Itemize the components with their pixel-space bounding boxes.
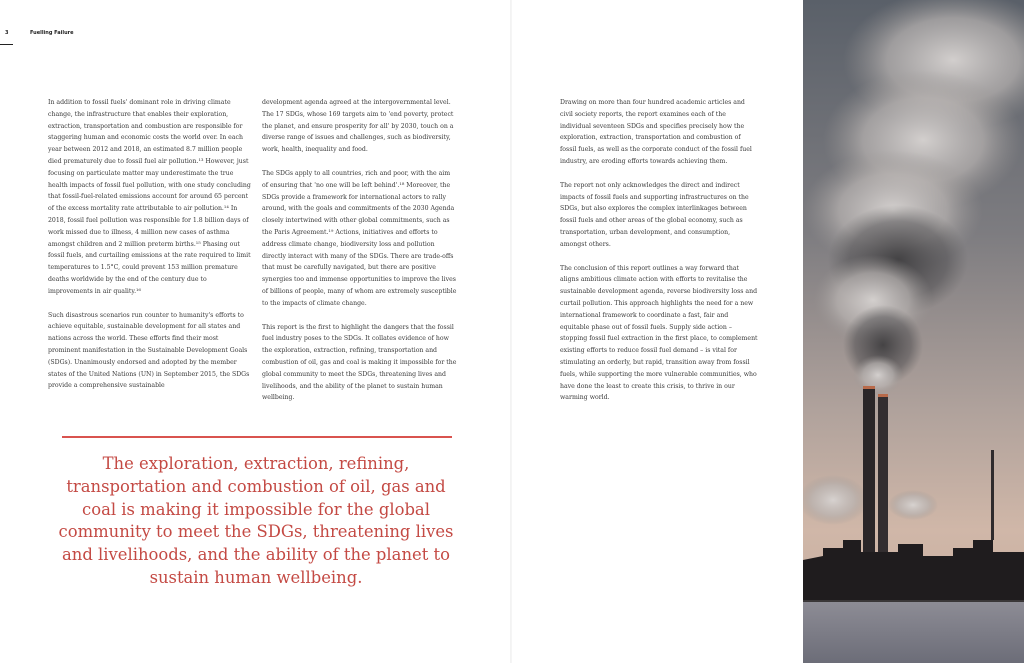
left-column-1: [48, 97, 252, 404]
running-title: Fuelling Failure: [30, 30, 74, 36]
paragraph: The SDGs apply to all countries, rich and poor, with the aim of ensuring that 'no one will be left behind'.¹⁸ Moreover, the SDGs provide a framework for international actors to rally around, with the goals and commitments of the 2030 Agenda closely intertwined with other global commitments, such as the Paris Agreement.¹⁹ Actions, initiatives and efforts to address climate change, biodiversity loss and pollution directly interact with many of the SDGs. There are trade-offs that must be carefully navigated, but there are positive synergies too and immense opportunities to improve the lives of billions of people, many of whom are extremely susceptible to the impacts of climate change.: [262, 169, 457, 307]
paragraph: The conclusion of this report outlines a way forward that aligns ambitious climate action with efforts to revitalise the sustainable development agenda, reverse biodiversity loss and curtail pollution. This approach highlights the need for a new international framework to coordinate a fast, fair and equitable phase out of fossil fuels. Supply side action – stopping fossil fuel extraction in the first place, to complement existing efforts to reduce fossil fuel demand – is vital for stimulating an orderly, but rapid, transition away from fossil fuels, while supporting the more vulnerable communities, who have done the least to create this crisis, to thrive in our warming world.: [560, 264, 758, 402]
paragraph: In addition to fossil fuels' dominant role in driving climate change, the infrastructure that enables their exploration, extraction, transportation and combustion are responsible for staggering human and economic costs the world over. In each year between 2012 and 2018, an estimated 8.7 million people died prematurely due to fossil fuel air pollution.¹³ However, just focusing on particulate matter may underestimate the true health impacts of fossil fuel pollution, with one study concluding that fossil-fuel-related emissions account for around 65 percent of the excess mortality rate attributable to air pollution.¹⁴ In 2018, fossil fuel pollution was responsible for 1.8 billion days of work missed due to illness, 4 million new cases of asthma amongst children and 2 million preterm births.¹⁵ Phasing out fossil fuels, and curtailing emissions at the rate required to limit temperatures to 1.5°C, could prevent 153 million premature deaths worldwide by the end of the century due to improvements in air quality.¹⁶: [48, 99, 251, 295]
right-column-1: [560, 97, 758, 416]
paragraph: Such disastrous scenarios run counter to humanity's efforts to achieve equitable, sustainable development for all states and nations across the world. These efforts find their most prominent manifestation in the Sustainable Development Goals (SDGs). Unanimously endorsed and adopted by the member states of the United Nations (UN) in September 2015, the SDGs provide a comprehensive sustainable: [48, 311, 250, 390]
smokestack-photo: [803, 0, 1024, 663]
pull-quote-rule: [62, 436, 452, 438]
smokestack-photo-icon: [803, 0, 1024, 663]
left-page-number: 3: [5, 30, 9, 36]
paragraph: This report is the first to highlight the dangers that the fossil fuel industry poses to the SDGs. It collates evidence of how the exploration, extraction, refining, transportation and combustion of oil, gas and coal is making it impossible for the global community to meet the SDGs, threatening lives and livelihoods, and the ability of the planet to sustain human wellbeing.: [262, 323, 457, 402]
pull-quote: The exploration, extraction, refining, transportation and combustion of oil, gas and coal is making it impossible for the global community to meet the SDGs, threatening lives and livelihoods, and the ability of the planet to sustain human wellbeing.: [58, 454, 454, 587]
paragraph: Drawing on more than four hundred academic articles and civil society reports, the report examines each of the individual seventeen SDGs and specifies precisely how the exploration, extraction, transportation and combustion of fossil fuels, as well as the corporate conduct of the fossil fuel industry, are eroding efforts towards achieving them.: [560, 99, 752, 165]
header-rule: [0, 44, 13, 45]
left-column-2: [262, 97, 458, 416]
paragraph: development agenda agreed at the intergovernmental level. The 17 SDGs, whose 169 targets aim to 'end poverty, protect the planet, and ensure prosperity for all' by 2030, touch on a diverse range of issues and challenges, such as biodiversity, work, health, inequality and food.: [262, 99, 454, 154]
paragraph: The report not only acknowledges the direct and indirect impacts of fossil fuels and supporting infrastructures on the SDGs, but also explores the complex interlinkages between fossil fuels and other areas of the global economy, such as transportation, urban development, and consumption, amongst others.: [560, 181, 749, 248]
